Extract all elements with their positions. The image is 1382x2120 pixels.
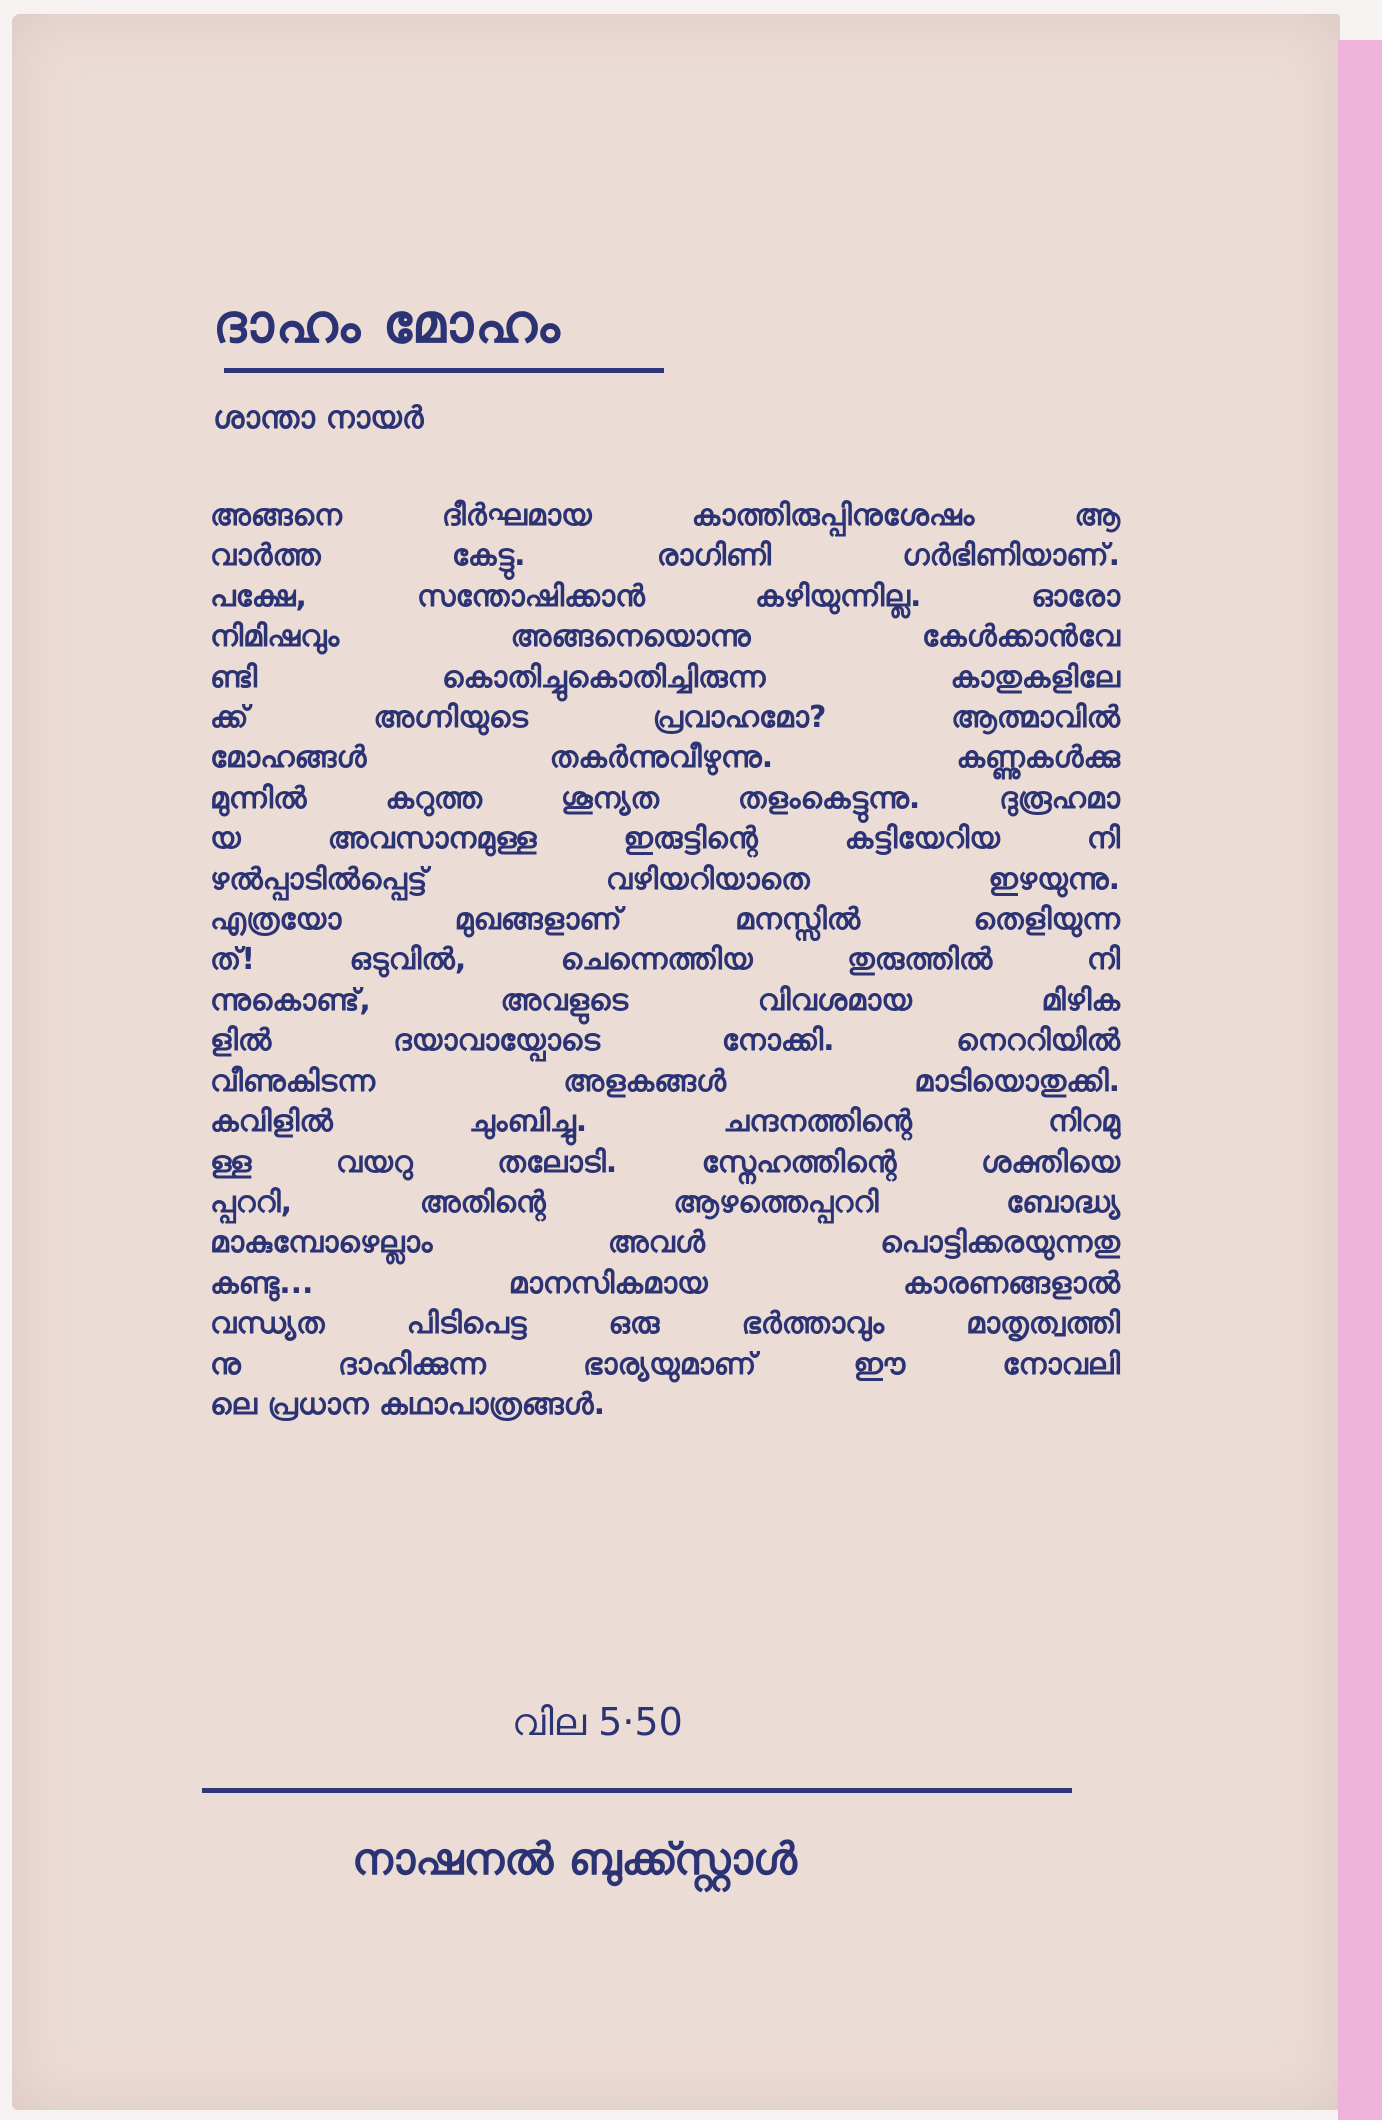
blurb-line: മാകുമ്പോഴെല്ലാം അവൾ പൊട്ടിക്കരയുന്നതു xyxy=(210,1225,1120,1261)
title-underline xyxy=(224,368,664,373)
blurb-line: അങ്ങനെ ദീർഘമായ കാത്തിരുപ്പിനുശേഷം ആ xyxy=(210,498,1120,533)
blurb-line: ക്ക് അഗ്നിയുടെ പ്രവാഹമോ? ആത്മാവിൽ xyxy=(210,700,1120,736)
blurb-line: മുന്നിൽ കറുത്ത ശൂന്യത തളംകെട്ടുന്നു. ദുരൂഹമാ xyxy=(210,780,1120,816)
blurb-line: കവിളിൽ ചുംബിച്ചു. ചന്ദനത്തിന്റെ നിറമു xyxy=(210,1104,1120,1140)
blurb-line: എത്രയോ മുഖങ്ങളാണ് മനസ്സിൽ തെളിയുന്ന xyxy=(210,902,1120,938)
blurb-line: ത്! ഒടുവിൽ, ചെന്നെത്തിയ തുരുത്തിൽ നി xyxy=(210,942,1120,978)
blurb-line: മോഹങ്ങൾ തകർന്നുവീഴുന്നു. കണ്ണുകൾക്കു xyxy=(210,740,1120,776)
blurb-line: ഴൽപ്പാടിൽപ്പെട്ട് വഴിയറിയാതെ ഇഴയുന്നു. xyxy=(210,861,1120,897)
blurb-line: വീണുകിടന്ന അളകങ്ങൾ മാടിയൊതുക്കി. xyxy=(210,1063,1120,1099)
blurb-line: നു ദാഹിക്കുന്ന ഭാര്യയുമാണ് ഈ നോവലി xyxy=(210,1346,1120,1382)
blurb-line: നിമിഷവും അങ്ങനെയൊന്നു കേൾക്കാൻവേ xyxy=(210,619,1120,655)
blurb-line: പക്ഷേ, സന്തോഷിക്കാൻ കഴിയുന്നില്ല. ഓരോ xyxy=(210,578,1120,614)
book-title: ദാഹം മോഹം xyxy=(213,292,562,355)
publisher-name: നാഷനൽ ബുക്ക്സ്റ്റാൾ xyxy=(352,1834,797,1885)
blurb-line: യ അവസാനമുള്ള ഇരുട്ടിന്റെ കട്ടിയേറിയ നി xyxy=(210,821,1120,857)
blurb-line: വാർത്ത കേട്ടു. രാഗിണി ഗർഭിണിയാണ്. xyxy=(210,538,1120,574)
book-author: ശാന്താ നായർ xyxy=(213,400,424,436)
publisher-divider xyxy=(202,1788,1072,1793)
blurb-line: കണ്ടു... മാനസികമായ കാരണങ്ങളാൽ xyxy=(210,1265,1120,1301)
blurb-line: ലെ പ്രധാന കഥാപാത്രങ്ങൾ. xyxy=(210,1386,606,1422)
blurb-line: പ്പററി, അതിന്റെ ആഴത്തെപ്പററി ബോദ്ധ്യ xyxy=(210,1184,1120,1220)
blurb-paragraph xyxy=(210,496,1120,1425)
blurb-line: ള്ള വയറു തലോടി. സ്നേഹത്തിന്റെ ശക്തിയെ xyxy=(210,1144,1120,1180)
price-label: വില 5·50 xyxy=(512,1700,683,1744)
blurb-line: ന്നുകൊണ്ട്, അവളുടെ വിവശമായ മിഴിക xyxy=(210,982,1120,1018)
blurb-line: വന്ധ്യത പിടിപെട്ട ഒരു ഭർത്താവും മാതൃത്വത്തി xyxy=(210,1306,1120,1342)
blurb-line: ളിൽ ദയാവായ്പോടെ നോക്കി. നെററിയിൽ xyxy=(210,1023,1120,1059)
blurb-line: ണ്ടി കൊതിച്ചുകൊതിച്ചിരുന്ന കാതുകളിലേ xyxy=(210,659,1120,695)
pink-spine-strip xyxy=(1338,40,1382,2120)
